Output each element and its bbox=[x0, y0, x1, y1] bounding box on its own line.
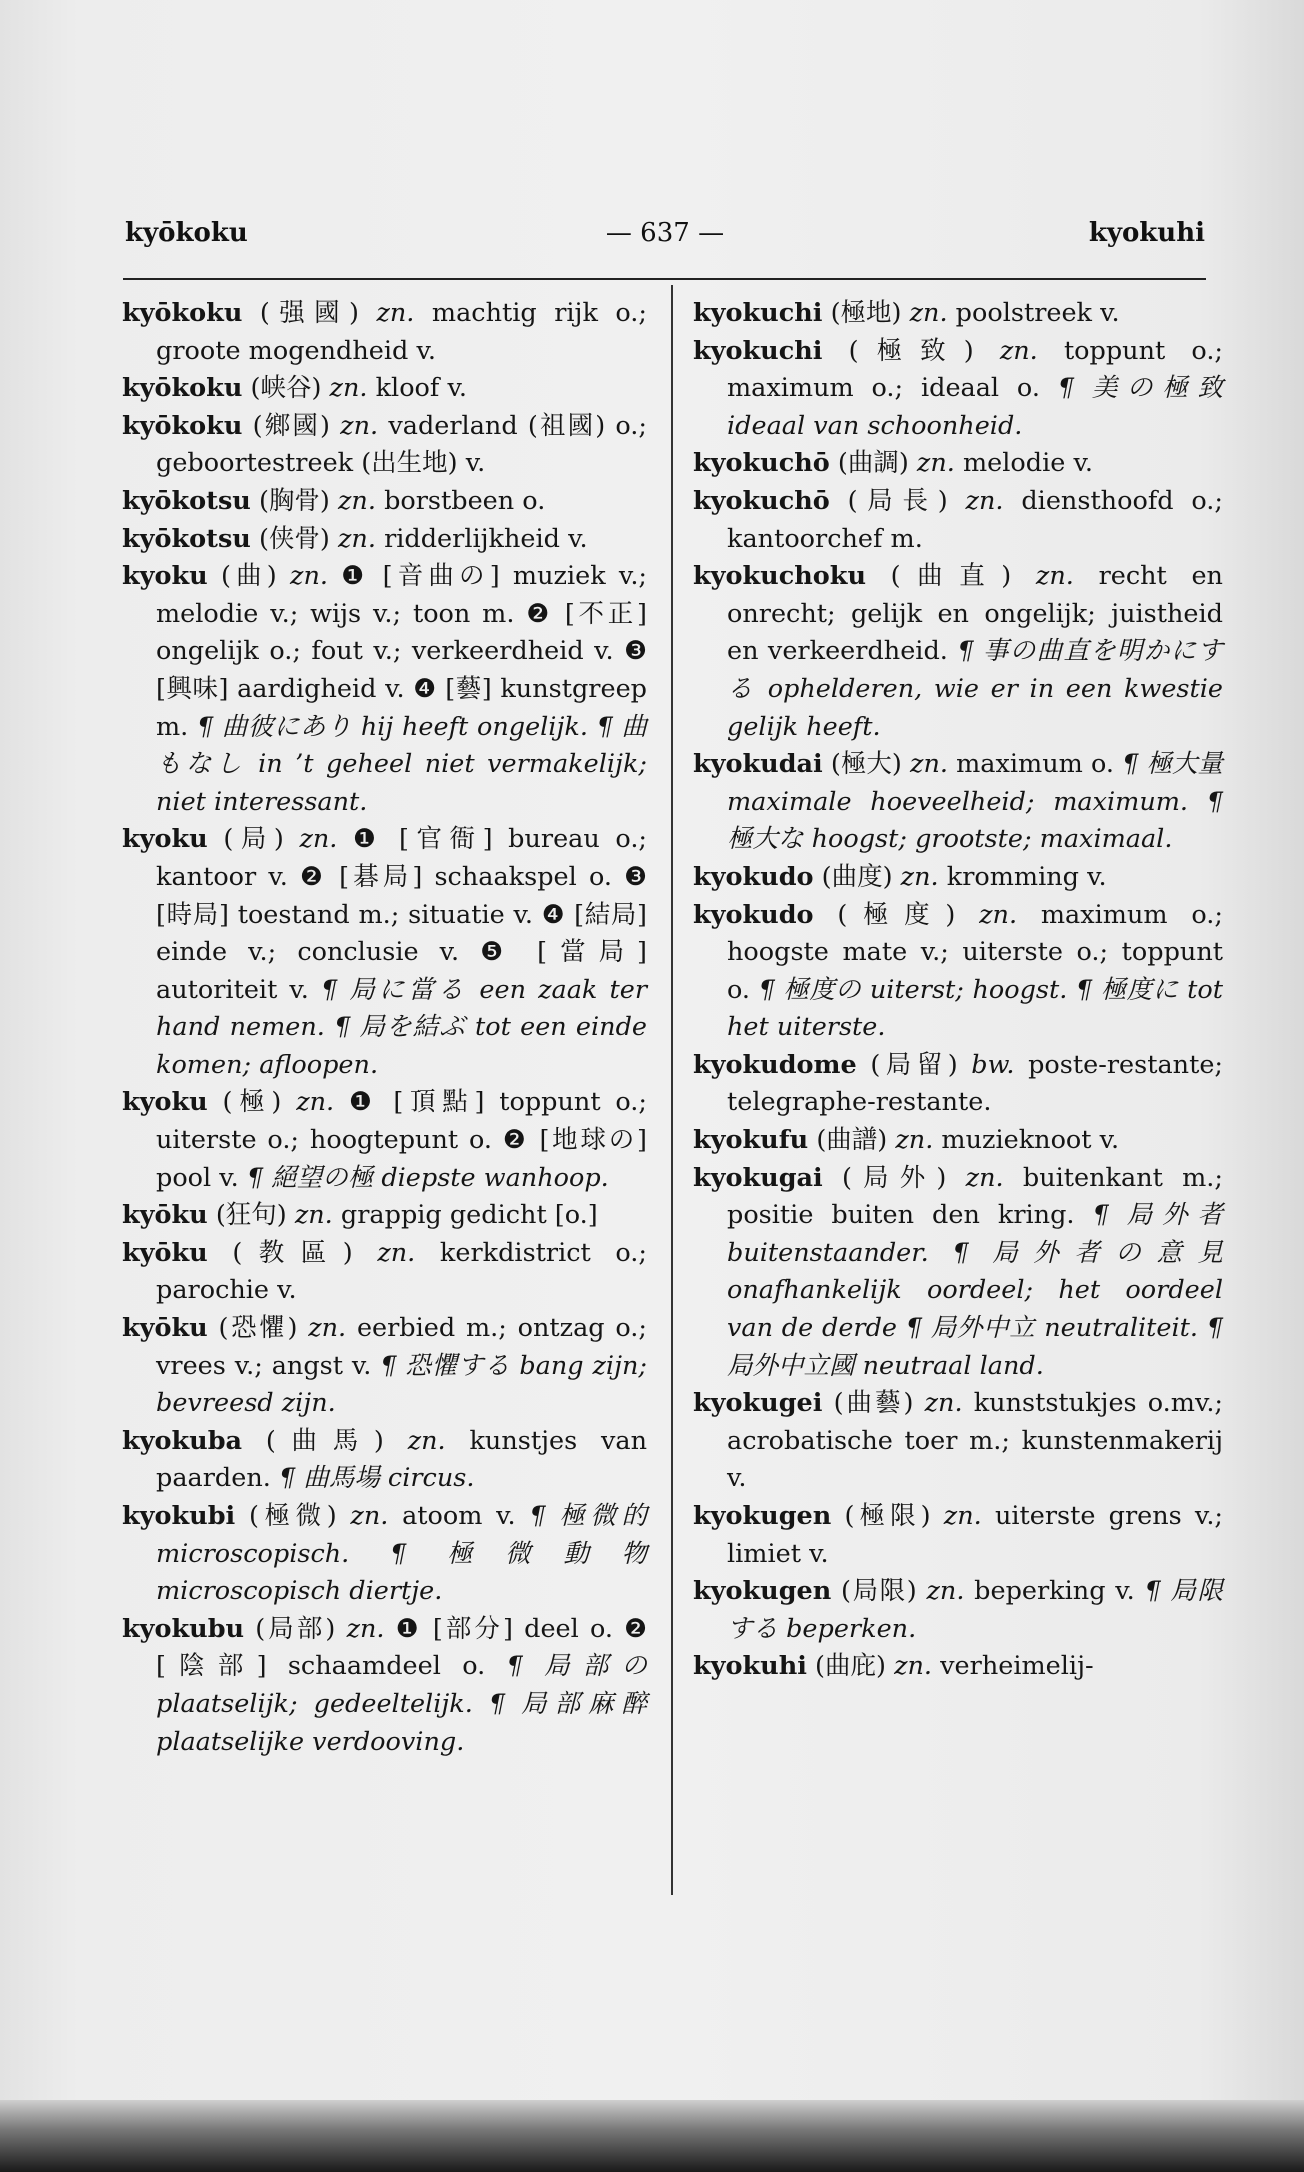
kanji-form: (鄉國) bbox=[252, 410, 330, 441]
kanji-form: (曲調) bbox=[837, 448, 909, 479]
dictionary-entry bbox=[693, 1385, 1223, 1498]
headword: kyokubu bbox=[122, 1613, 245, 1644]
kanji-form: (極地) bbox=[830, 298, 902, 328]
kanji-form: (局長) bbox=[847, 485, 948, 516]
headword: kyokuchi bbox=[693, 335, 823, 366]
dictionary-entry bbox=[693, 1498, 1223, 1573]
grammar-label: zn. bbox=[894, 1651, 933, 1682]
headword: kyokugei bbox=[693, 1388, 823, 1419]
kanji-form: (局外) bbox=[842, 1162, 947, 1193]
headword: kyoku bbox=[122, 561, 208, 592]
grammar-label: zn. bbox=[299, 824, 338, 855]
headword: kyōkoku bbox=[122, 373, 243, 404]
dictionary-entry bbox=[122, 1084, 647, 1197]
grammar-label: zn. bbox=[329, 373, 368, 404]
grammar-label: zn. bbox=[895, 1125, 934, 1156]
grammar-label: zn. bbox=[943, 1501, 982, 1531]
kanji-form: (狂句) bbox=[215, 1200, 287, 1231]
grammar-label: zn. bbox=[999, 335, 1038, 366]
grammar-label: zn. bbox=[294, 1200, 333, 1231]
example-phrases: ¶ 極微的 microscopisch. ¶ 極微動物 microscopisch diertje. bbox=[156, 1501, 647, 1607]
headword: kyōku bbox=[122, 1237, 208, 1268]
example-phrases: ¶ 事の曲直を明かにする ophelderen, wie er in een kwestie gelijk heeft. bbox=[727, 636, 1223, 742]
headword: kyokuchi bbox=[693, 298, 823, 328]
headword: kyokuhi bbox=[693, 1651, 807, 1682]
example-phrases: ¶ 曲彼にあり hij heeft ongelijk. ¶ 曲もなし in ’t geheel niet vermakelijk; niet interessant. bbox=[156, 711, 647, 817]
dictionary-entry bbox=[122, 1498, 647, 1611]
kanji-form: (極致) bbox=[848, 335, 974, 366]
dictionary-entry bbox=[693, 1648, 1223, 1686]
kanji-form: (教區) bbox=[232, 1237, 353, 1268]
kanji-form: (曲直) bbox=[890, 561, 1012, 592]
kanji-form: (恐懼) bbox=[218, 1313, 298, 1344]
dictionary-entry bbox=[693, 445, 1223, 483]
dictionary-entry bbox=[693, 483, 1223, 558]
dictionary-entry bbox=[122, 821, 647, 1084]
column-divider bbox=[671, 285, 673, 1895]
kanji-form: (强國) bbox=[259, 298, 359, 328]
definition: ❶ [官衙] bureau o.; kantoor v. ❷ [碁局] schaakspel o. ❸ [時局] toestand m.; situatie v. ❹ [結局] einde v.; conclusie v. ❺ [當局] autoriteit v. bbox=[156, 824, 648, 1005]
kanji-form: (侠骨) bbox=[258, 523, 330, 554]
headword: kyōkotsu bbox=[122, 523, 251, 554]
grammar-label: zn. bbox=[916, 448, 955, 479]
definition: ❶ [頂點] toppunt o.; uiterste o.; hoogtepunt o. ❷ [地球の] pool v. bbox=[156, 1087, 647, 1193]
dictionary-entry bbox=[693, 295, 1223, 333]
grammar-label: zn. bbox=[346, 1613, 385, 1644]
grammar-label: zn. bbox=[308, 1313, 347, 1344]
definition: kloof v. bbox=[375, 373, 467, 404]
headword: kyokuchoku bbox=[693, 561, 866, 592]
kanji-form: (極限) bbox=[844, 1501, 931, 1531]
dictionary-entry bbox=[122, 1235, 647, 1310]
kanji-form: (胸骨) bbox=[258, 485, 330, 516]
dictionary-entry bbox=[122, 558, 647, 821]
dictionary-entry bbox=[122, 1423, 647, 1498]
definition: poste-restante; telegraphe-restante. bbox=[727, 1049, 1223, 1118]
headword: kyōku bbox=[122, 1313, 208, 1344]
grammar-label: zn. bbox=[979, 899, 1018, 930]
definition: kromming v. bbox=[946, 861, 1107, 892]
headword: kyokugen bbox=[693, 1576, 832, 1607]
grammar-label: zn. bbox=[377, 1237, 416, 1268]
dictionary-entry bbox=[693, 558, 1223, 746]
definition: toppunt o.; maximum o.; ideaal o. bbox=[727, 335, 1224, 404]
kanji-form: (極大) bbox=[830, 749, 902, 780]
kanji-form: (峡谷) bbox=[250, 373, 322, 404]
kanji-form: (曲譜) bbox=[816, 1125, 888, 1156]
grammar-label: zn. bbox=[376, 298, 415, 328]
headword: kyokuchō bbox=[693, 485, 830, 516]
definition: maximum o.; hoogste mate v.; uiterste o.; toppunt o. bbox=[727, 899, 1223, 1005]
definition: ❶ [音曲の] muziek v.; melodie v.; wijs v.; toon m. ❷ [不正] ongelijk o.; fout v.; verkeerdheid v. ❸ [興味] aardigheid v. ❹ [藝] kunstgreep m. bbox=[156, 561, 648, 742]
headword: kyokubi bbox=[122, 1501, 236, 1531]
definition: recht en onrecht; gelijk en ongelijk; juistheid en verkeerdheid. bbox=[727, 561, 1223, 667]
kanji-form: (局留) bbox=[870, 1049, 958, 1080]
grammar-label: zn. bbox=[924, 1388, 963, 1419]
dictionary-entry bbox=[122, 370, 647, 408]
definition: maximum o. bbox=[956, 749, 1114, 780]
header-left-guideword: kyōkoku bbox=[125, 218, 248, 248]
definition: borstbeen o. bbox=[384, 485, 546, 516]
headword: kyokudai bbox=[693, 749, 823, 780]
kanji-form: (極) bbox=[222, 1087, 282, 1118]
grammar-label: zn. bbox=[296, 1087, 335, 1118]
kanji-form: (局) bbox=[223, 824, 284, 855]
grammar-label: zn. bbox=[965, 485, 1004, 516]
definition: diensthoofd o.; kantoorchef m. bbox=[727, 485, 1224, 554]
dictionary-entry bbox=[693, 1160, 1223, 1386]
kanji-form: (局限) bbox=[841, 1576, 917, 1607]
headword: kyōkotsu bbox=[122, 485, 251, 516]
definition: kunstjes van paarden. bbox=[156, 1425, 648, 1494]
dictionary-entry bbox=[122, 408, 647, 483]
grammar-label: bw. bbox=[971, 1049, 1015, 1080]
definition: ❶ [部分] deel o. ❷ [陰部] schaamdeel o. bbox=[156, 1613, 648, 1682]
headword: kyoku bbox=[122, 1087, 208, 1118]
page-edge-shadow bbox=[0, 2100, 1304, 2172]
headword: kyokuba bbox=[122, 1425, 243, 1456]
page-header bbox=[125, 218, 1205, 258]
grammar-label: zn. bbox=[926, 1576, 965, 1607]
headword: kyokuchō bbox=[693, 448, 830, 479]
dictionary-entry bbox=[122, 295, 647, 370]
example-phrases: ¶ 局に當る een zaak ter hand nemen. ¶ 局を結ぶ tot een einde komen; afloopen. bbox=[156, 974, 648, 1080]
definition: eerbied m.; ontzag o.; vrees v.; angst v. bbox=[156, 1313, 647, 1381]
headword: kyōkoku bbox=[122, 410, 243, 441]
definition: vaderland (祖國) o.; geboortestreek (出生地) v. bbox=[156, 410, 647, 479]
headword: kyōku bbox=[122, 1200, 208, 1231]
definition: uiterste grens v.; limiet v. bbox=[727, 1501, 1224, 1569]
grammar-label: zn. bbox=[337, 523, 376, 554]
headword: kyōkoku bbox=[122, 298, 243, 328]
right-column bbox=[693, 295, 1223, 1686]
example-phrases: ¶ 美の極致 ideaal van schoonheid. bbox=[727, 373, 1224, 441]
dictionary-entry bbox=[693, 897, 1223, 1047]
left-column bbox=[122, 295, 647, 1761]
example-phrases: ¶ 極大量 maximale hoeveelheid; maximum. ¶ 極大な hoogst; grootste; maximaal. bbox=[727, 749, 1224, 855]
definition: melodie v. bbox=[962, 448, 1093, 479]
headword: kyokudo bbox=[693, 899, 814, 930]
dictionary-entry bbox=[122, 1611, 647, 1761]
headword: kyokugai bbox=[693, 1162, 823, 1193]
headword: kyokudo bbox=[693, 861, 814, 892]
example-phrases: ¶ 恐懼する bang zijn; bevreesd zijn. bbox=[156, 1350, 648, 1419]
grammar-label: zn. bbox=[290, 561, 328, 592]
kanji-form: (曲庇) bbox=[815, 1651, 886, 1682]
dictionary-entry bbox=[122, 521, 647, 559]
headword: kyokudome bbox=[693, 1049, 857, 1080]
definition: kunststukjes o.mv.; acrobatische toer m.; kunstenmakerij v. bbox=[727, 1388, 1224, 1494]
example-phrases: ¶ 局部の plaatselijk; gedeeltelijk. ¶ 局部麻醉 plaatselijke verdooving. bbox=[156, 1651, 648, 1757]
definition: muzieknoot v. bbox=[941, 1125, 1120, 1156]
dictionary-entry bbox=[693, 746, 1223, 859]
grammar-label: zn. bbox=[909, 298, 948, 328]
page-number: — 637 — bbox=[605, 218, 725, 248]
example-phrases: ¶ 極度の uiterst; hoogst. ¶ 極度に tot het uiterste. bbox=[727, 974, 1223, 1043]
grammar-label: zn. bbox=[407, 1425, 446, 1456]
definition: verheimelij- bbox=[940, 1651, 1094, 1682]
definition: machtig rijk o.; groote mogendheid v. bbox=[156, 298, 648, 366]
grammar-label: zn. bbox=[965, 1162, 1004, 1193]
grammar-label: zn. bbox=[337, 485, 376, 516]
dictionary-entry bbox=[122, 483, 647, 521]
dictionary-entry bbox=[693, 1047, 1223, 1122]
headword: kyokufu bbox=[693, 1125, 809, 1156]
definition: atoom v. bbox=[402, 1501, 516, 1531]
kanji-form: (曲藝) bbox=[833, 1388, 914, 1419]
kanji-form: (曲) bbox=[220, 561, 277, 592]
grammar-label: zn. bbox=[350, 1501, 389, 1531]
headword: kyoku bbox=[122, 824, 208, 855]
example-phrases: ¶ 局外者 buitenstaander. ¶ 局外者の意見 onafhankelijk oordeel; het oordeel van de derde ¶ 局外中立 neutraliteit. ¶ 局外中立國 neutraal land. bbox=[727, 1200, 1223, 1381]
kanji-form: (極微) bbox=[248, 1501, 337, 1531]
definition: ridderlijkheid v. bbox=[384, 523, 588, 554]
grammar-label: zn. bbox=[340, 410, 379, 441]
grammar-label: zn. bbox=[910, 749, 948, 780]
definition: grappig gedicht [o.] bbox=[340, 1200, 598, 1231]
example-phrases: ¶ 局限する beperken. bbox=[727, 1576, 1223, 1644]
grammar-label: zn. bbox=[1035, 561, 1074, 592]
dictionary-entry bbox=[693, 859, 1223, 897]
definition: poolstreek v. bbox=[955, 298, 1120, 328]
kanji-form: (曲度) bbox=[821, 861, 893, 892]
header-rule bbox=[123, 278, 1206, 280]
dictionary-entry bbox=[122, 1197, 647, 1235]
headword: kyokugen bbox=[693, 1501, 832, 1531]
definition: kerkdistrict o.; parochie v. bbox=[156, 1237, 647, 1306]
kanji-form: (極度) bbox=[837, 899, 956, 930]
dictionary-entry bbox=[122, 1310, 647, 1423]
example-phrases: ¶ 絕望の極 diepste wanhoop. bbox=[246, 1162, 609, 1193]
definition: buitenkant m.; positie buiten den kring. bbox=[727, 1162, 1223, 1231]
kanji-form: (局部) bbox=[255, 1613, 336, 1644]
grammar-label: zn. bbox=[900, 861, 939, 892]
example-phrases: ¶ 曲馬場 circus. bbox=[278, 1463, 475, 1494]
dictionary-entry bbox=[693, 1122, 1223, 1160]
kanji-form: (曲馬) bbox=[265, 1425, 384, 1456]
dictionary-entry bbox=[693, 333, 1223, 446]
dictionary-entry bbox=[693, 1573, 1223, 1648]
header-right-guideword: kyokuhi bbox=[1088, 218, 1205, 248]
definition: beperking v. bbox=[974, 1576, 1135, 1607]
